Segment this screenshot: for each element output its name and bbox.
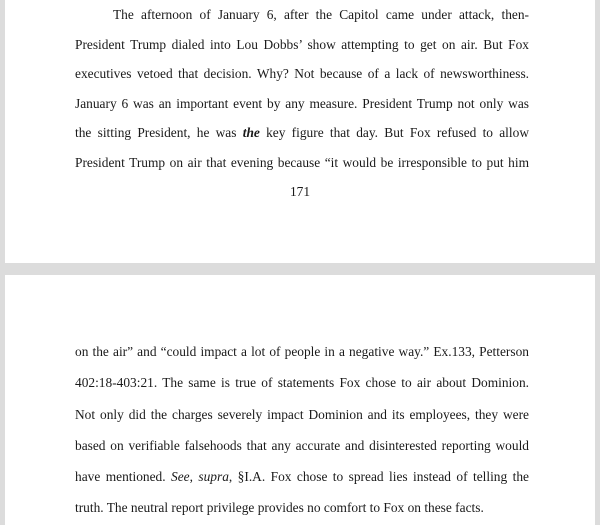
line-5-text-a: the sitting President, he was: [75, 125, 243, 140]
line-5-text-b: key figure that day. But Fox refused to allow: [259, 125, 529, 140]
paragraph-line-3: executives vetoed that decision. Why? Not because of a lack of newsworthiness.: [75, 66, 529, 81]
paragraph-line-9: Not only did the charges severely impact Dominion and its employees, they were: [75, 407, 529, 422]
paragraph-line-8: 402:18-403:21. The same is true of statements Fox chose to air about Dominion.: [75, 375, 529, 390]
line-11-text-a: have mentioned.: [75, 469, 172, 484]
paragraph-line-4: January 6 was an important event by any measure. President Trump not only was: [75, 96, 529, 111]
paragraph-line-7: on the air” and “could impact a lot of people in a negative way.” Ex.133, Petterson: [75, 344, 529, 359]
paragraph-line-6: President Trump on air that evening because “it would be irresponsible to put him: [75, 155, 529, 170]
citation-supra: supra: [198, 469, 229, 484]
page-number: 171: [289, 184, 311, 199]
paragraph-line-10: based on verifiable falsehoods that any accurate and disinterested reporting would: [75, 438, 529, 453]
line-11-text-b: , §I.A. Fox chose to spread lies instead of telling the: [228, 469, 529, 484]
paragraph-line-1: The afternoon of January 6, after the Capitol came under attack, then-: [113, 7, 529, 22]
paragraph-line-2: President Trump dialed into Lou Dobbs’ show attempting to get on air. But Fox: [75, 37, 529, 52]
paragraph-line-12: truth. The neutral report privilege provides no comfort to Fox on these facts.: [75, 500, 484, 515]
document-page-top: [5, 0, 595, 263]
line-11-comma: ,: [189, 469, 199, 484]
citation-see: See: [171, 469, 190, 484]
document-page-bottom: [5, 275, 595, 525]
paragraph-line-5: [75, 125, 529, 141]
emphasized-the: the: [242, 125, 260, 140]
paragraph-line-11: [75, 469, 529, 485]
